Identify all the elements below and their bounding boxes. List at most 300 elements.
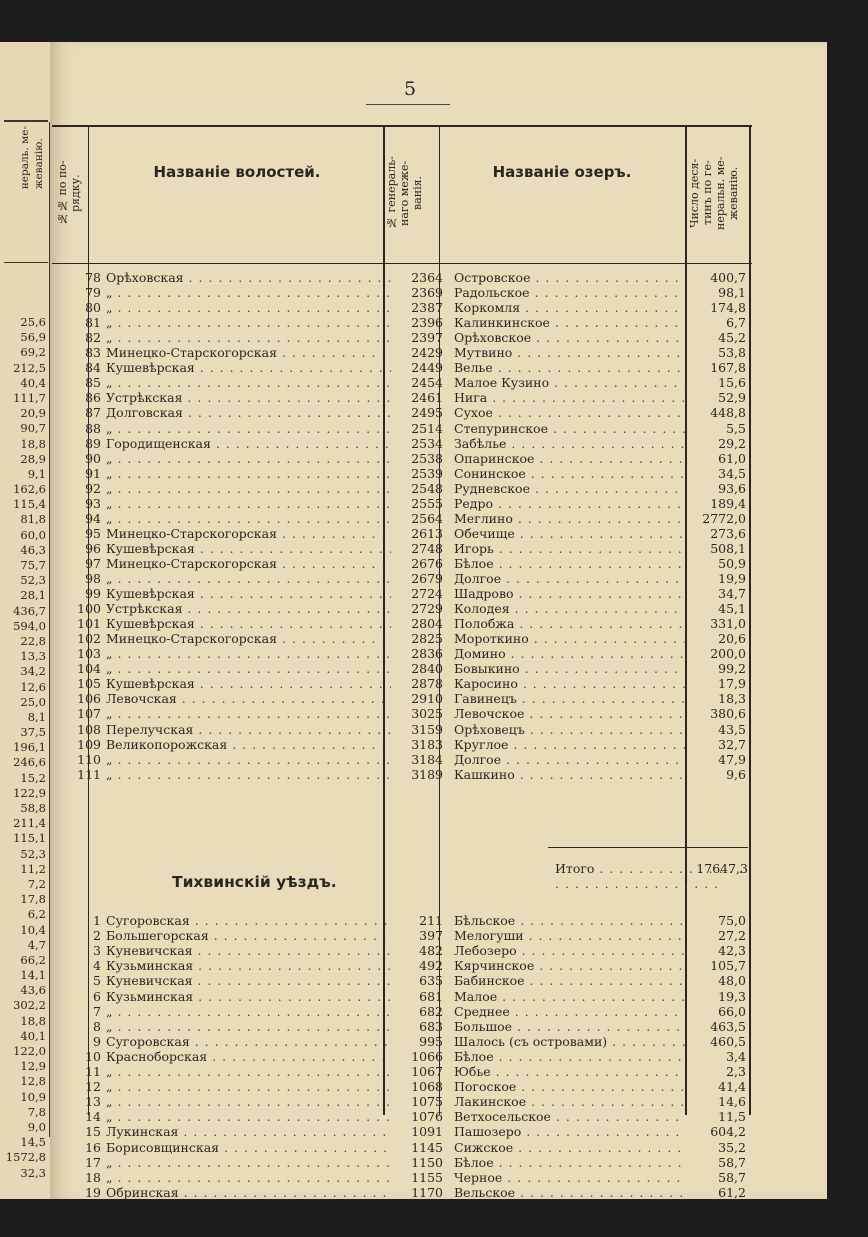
previous-page-value: 8,1 — [27, 709, 46, 724]
general-survey-number: 482 — [419, 943, 443, 959]
lake-area: 98,1 — [718, 285, 746, 301]
general-survey-number: 2449 — [411, 360, 443, 376]
volost-name: „ . . . — [106, 496, 391, 511]
volost-name: Устрѣкская . . . — [106, 390, 391, 405]
document-page — [50, 42, 827, 1199]
general-survey-number: 211 — [419, 913, 443, 928]
row-number: 108 — [77, 721, 101, 737]
table-row — [52, 511, 752, 526]
table-row — [52, 722, 752, 737]
row-number: 82 — [85, 330, 101, 346]
previous-page-value: 20,9 — [20, 406, 46, 421]
lake-name: Игорь . . . — [454, 541, 686, 556]
volost-name: Кушевѣрская . . . — [106, 586, 391, 601]
volost-name: Левочская . . . — [106, 691, 391, 706]
table-row — [52, 767, 752, 782]
lake-name: Радольское . . . — [454, 285, 686, 300]
previous-page-value: 25,6 — [20, 315, 46, 329]
previous-page-value: 40,4 — [20, 375, 46, 390]
table-row — [52, 1094, 752, 1109]
lake-area: 105,7 — [710, 958, 746, 974]
lake-name: Орѣховское . . . — [454, 330, 686, 345]
lake-name: Пашозеро . . . — [454, 1124, 686, 1139]
row-number: 10 — [85, 1048, 101, 1064]
general-survey-number: 2840 — [411, 661, 443, 677]
row-number: 9 — [93, 1033, 101, 1049]
general-survey-number: 2729 — [411, 601, 443, 617]
lake-area: 189,4 — [710, 495, 746, 511]
previous-page-value: 162,6 — [13, 482, 46, 497]
row-number: 107 — [77, 706, 101, 722]
previous-page-value: 60,0 — [20, 527, 46, 542]
lake-area: 273,6 — [710, 525, 746, 541]
general-survey-number: 2748 — [411, 540, 443, 556]
general-survey-number: 2387 — [411, 300, 443, 316]
volost-name: „ . . . — [106, 1109, 391, 1124]
previous-page-value: 12,6 — [20, 679, 46, 694]
previous-page-header-text: нераль. ме- жеванію. — [19, 126, 45, 190]
lake-name: Сонинское . . . — [454, 466, 686, 481]
table-row — [52, 913, 752, 928]
previous-page-value: 52,3 — [20, 573, 46, 588]
row-number: 104 — [77, 661, 101, 677]
general-survey-number: 2514 — [411, 420, 443, 436]
volost-name: Долговская . . . — [106, 405, 391, 420]
lake-name: Погоское . . . — [454, 1079, 686, 1094]
lake-name: Полобжа . . . — [454, 616, 686, 631]
previous-page-values — [0, 315, 46, 1181]
row-number: 101 — [77, 616, 101, 632]
previous-page-value: 115,1 — [13, 831, 46, 846]
table-row — [52, 691, 752, 706]
lake-name: Бѣлое . . . — [454, 556, 686, 571]
previous-page-value: 12,8 — [20, 1074, 46, 1089]
row-number: 4 — [93, 958, 101, 974]
general-survey-number: 683 — [419, 1018, 443, 1034]
table-row — [52, 1185, 752, 1200]
table-row — [52, 943, 752, 958]
volost-name: „ . . . — [106, 1094, 391, 1109]
lake-area: 2,3 — [726, 1064, 746, 1079]
previous-page-value: 32,3 — [20, 1165, 46, 1180]
page-number: 5 — [403, 78, 417, 100]
previous-page-value: 22,8 — [20, 633, 46, 648]
volost-name: Кушевѣрская . . . — [106, 616, 391, 631]
lake-area: 61,2 — [718, 1184, 746, 1200]
volost-name: „ . . . — [106, 646, 391, 661]
general-survey-number: 2397 — [411, 330, 443, 346]
general-survey-number: 2555 — [411, 495, 443, 511]
lake-name: Калинкинское . . . — [454, 315, 686, 330]
volost-name: „ . . . — [106, 285, 391, 300]
volost-name: Большегорская . . . — [106, 928, 391, 943]
table-row — [52, 300, 752, 315]
general-survey-number: 1091 — [411, 1124, 443, 1140]
table-row — [52, 706, 752, 721]
previous-page-value: 212,5 — [13, 360, 46, 375]
lake-area: 20,6 — [718, 631, 746, 647]
row-number: 93 — [85, 495, 101, 511]
general-survey-number: 2429 — [411, 345, 443, 361]
lake-name: Шадрово . . . — [454, 586, 686, 601]
lake-area: 508,1 — [710, 540, 746, 556]
general-survey-number: 635 — [419, 973, 443, 989]
table-row — [52, 1004, 752, 1019]
row-number: 83 — [85, 345, 101, 361]
lake-area: 52,9 — [718, 390, 746, 406]
lake-area: 3,4 — [726, 1048, 746, 1064]
volost-name: „ . . . — [106, 1155, 391, 1170]
table-row — [52, 375, 752, 390]
row-number: 97 — [85, 555, 101, 571]
previous-page-value: 10,9 — [20, 1089, 46, 1104]
lake-area: 2772,0 — [702, 510, 746, 526]
lake-name: Юбье . . . — [454, 1064, 686, 1079]
lakes-table — [52, 125, 752, 1200]
lake-area: 48,0 — [718, 973, 746, 989]
table-row — [52, 345, 752, 360]
lake-name: Рудневское . . . — [454, 481, 686, 496]
row-number: 78 — [85, 270, 101, 285]
volost-name: Кушевѣрская . . . — [106, 676, 391, 691]
lake-area: 9,6 — [726, 766, 746, 782]
general-survey-number: 2804 — [411, 616, 443, 632]
volost-name: Борисовщинская . . . — [106, 1140, 391, 1155]
general-survey-number: 2878 — [411, 676, 443, 692]
general-survey-number: 1066 — [411, 1048, 443, 1064]
row-number: 13 — [85, 1094, 101, 1110]
lake-area: 58,7 — [718, 1154, 746, 1170]
table-row — [52, 737, 752, 752]
table-row — [52, 1079, 752, 1094]
general-survey-number: 3025 — [411, 706, 443, 722]
previous-page-value: 43,6 — [20, 983, 46, 998]
lake-name: Обечище . . . — [454, 526, 686, 541]
general-survey-number: 1170 — [411, 1184, 443, 1200]
row-number: 109 — [77, 736, 101, 752]
header-area: Число деся- тинъ по ге- неральн. ме- жеванію. — [688, 156, 740, 230]
lake-area: 19,3 — [718, 988, 746, 1004]
volost-name: „ . . . — [106, 466, 391, 481]
lake-area: 380,6 — [710, 706, 746, 722]
lake-area: 47,9 — [718, 751, 746, 767]
previous-page-value: 9,1 — [27, 466, 46, 481]
general-survey-number: 2396 — [411, 315, 443, 331]
general-survey-number: 2364 — [411, 270, 443, 285]
general-survey-number: 3189 — [411, 766, 443, 782]
volost-name: „ . . . — [106, 661, 391, 676]
lake-area: 45,2 — [718, 330, 746, 346]
volost-name: „ . . . — [106, 375, 391, 390]
row-number: 8 — [93, 1018, 101, 1034]
table-row — [52, 1019, 752, 1034]
lake-area: 463,5 — [710, 1018, 746, 1034]
general-survey-number: 1145 — [411, 1139, 443, 1155]
volost-name: Великопорожская . . . — [106, 737, 391, 752]
lake-name: Левочское . . . — [454, 706, 686, 721]
previous-page-value: 7,8 — [27, 1104, 46, 1119]
volost-name: Лукинская . . . — [106, 1124, 391, 1139]
lake-name: Мелогуши . . . — [454, 928, 686, 943]
table-row — [52, 631, 752, 646]
lake-name: Коркомля . . . — [454, 300, 686, 315]
row-number: 79 — [85, 285, 101, 301]
row-number: 110 — [77, 751, 101, 767]
row-number: 92 — [85, 480, 101, 496]
volost-name: Сугоровская . . . — [106, 913, 391, 928]
lake-name: Орѣховецъ . . . — [454, 722, 686, 737]
lake-area: 75,0 — [718, 913, 746, 928]
lake-name: Мороткино . . . — [454, 631, 686, 646]
lake-name: Среднее . . . — [454, 1004, 686, 1019]
lake-name: Кярчинское . . . — [454, 958, 686, 973]
lake-area: 19,9 — [718, 571, 746, 586]
previous-page-value: 25,0 — [20, 694, 46, 709]
header-number: №№ по по- рядку. — [56, 160, 82, 226]
row-number: 84 — [85, 360, 101, 376]
volost-name: Обринская . . . — [106, 1185, 391, 1200]
header-bottom-rule — [52, 263, 752, 264]
row-number: 87 — [85, 405, 101, 421]
previous-page-value: 75,7 — [20, 558, 46, 572]
general-survey-number: 2454 — [411, 375, 443, 391]
previous-page-value: 111,7 — [13, 390, 46, 405]
previous-page-value: 52,3 — [20, 846, 46, 861]
previous-page-value: 28,1 — [20, 588, 46, 603]
lake-name: Меглино . . . — [454, 511, 686, 526]
lake-area: 400,7 — [710, 270, 746, 285]
previous-page-value: 56,9 — [20, 330, 46, 345]
district-title: Тихвинскій уѣздъ. — [172, 873, 337, 891]
table-top-rule — [52, 125, 752, 127]
previous-page-value: 10,4 — [20, 922, 46, 937]
volost-name: „ . . . — [106, 451, 391, 466]
lake-name: Долгое . . . — [454, 752, 686, 767]
header-general-survey: № генераль- наго меже- ванія. — [385, 156, 424, 230]
volost-name: Устрѣкская . . . — [106, 601, 391, 616]
general-survey-number: 3183 — [411, 736, 443, 752]
table-row — [52, 973, 752, 988]
general-survey-number: 492 — [419, 958, 443, 974]
lake-area: 58,7 — [718, 1169, 746, 1185]
volost-name: Куневичская . . . — [106, 943, 391, 958]
table-row — [52, 466, 752, 481]
lake-area: 50,9 — [718, 555, 746, 571]
lake-area: 174,8 — [710, 300, 746, 316]
lake-area: 448,8 — [710, 405, 746, 421]
lake-area: 41,4 — [718, 1079, 746, 1095]
table-row — [52, 481, 752, 496]
table-row — [52, 616, 752, 631]
table-row — [52, 989, 752, 1004]
table-row — [52, 1049, 752, 1064]
volost-name: Куневичская . . . — [106, 973, 391, 988]
lake-name: Мутвино . . . — [454, 345, 686, 360]
header-volost: Названіе волостей. — [153, 163, 321, 181]
previous-page-value: 37,5 — [20, 725, 46, 740]
general-survey-number: 2613 — [411, 525, 443, 541]
table-row — [52, 451, 752, 466]
previous-page-value: 18,8 — [20, 1013, 46, 1028]
previous-page-value: 436,7 — [13, 603, 46, 618]
row-number: 19 — [85, 1184, 101, 1200]
volost-name: „ . . . — [106, 571, 391, 586]
volost-name: „ . . . — [106, 300, 391, 315]
general-survey-number: 3159 — [411, 721, 443, 737]
lake-name: Бѣлое . . . — [454, 1049, 686, 1064]
table-row — [52, 601, 752, 616]
previous-page-value: 11,2 — [20, 861, 46, 876]
row-number: 94 — [85, 510, 101, 526]
general-survey-number: 2461 — [411, 390, 443, 406]
previous-page-value: 14,5 — [20, 1135, 46, 1150]
lake-name: Бовыкино . . . — [454, 661, 686, 676]
lake-name: Большое . . . — [454, 1019, 686, 1034]
general-survey-number: 1075 — [411, 1094, 443, 1110]
previous-page-value: 115,4 — [13, 497, 46, 512]
previous-page-value: 122,9 — [13, 785, 46, 800]
lake-area: 93,6 — [718, 480, 746, 496]
volost-name: Кузьминская . . . — [106, 958, 391, 973]
row-number: 1 — [93, 913, 101, 928]
row-number: 111 — [77, 766, 101, 782]
row-number: 99 — [85, 586, 101, 602]
general-survey-number: 3184 — [411, 751, 443, 767]
lake-name: Малое Кузино . . . — [454, 375, 686, 390]
volost-name: Городищенская . . . — [106, 436, 391, 451]
row-number: 103 — [77, 646, 101, 662]
lake-area: 6,7 — [726, 315, 746, 331]
previous-page-value: 14,1 — [20, 968, 46, 983]
lake-name: Сухое . . . — [454, 405, 686, 420]
row-number: 91 — [85, 465, 101, 481]
table-row — [52, 270, 752, 285]
volost-name: Кушевѣрская . . . — [106, 360, 391, 375]
lake-name: Колодея . . . — [454, 601, 686, 616]
table-row — [52, 496, 752, 511]
lake-area: 14,6 — [718, 1094, 746, 1110]
volost-name: Сугоровская . . . — [106, 1034, 391, 1049]
row-number: 102 — [77, 631, 101, 647]
volost-name: „ . . . — [106, 511, 391, 526]
row-number: 5 — [93, 973, 101, 989]
lake-name: Гавинецъ . . . — [454, 691, 686, 706]
previous-page-header — [4, 120, 48, 263]
table-row — [52, 571, 752, 586]
general-survey-number: 2495 — [411, 405, 443, 421]
table-row — [52, 1140, 752, 1155]
general-survey-number: 682 — [419, 1003, 443, 1019]
previous-page-value: 81,8 — [20, 512, 46, 527]
row-number: 95 — [85, 525, 101, 541]
previous-page-value: 211,4 — [13, 816, 46, 831]
lake-area: 18,3 — [718, 691, 746, 707]
lake-name: Нига . . . — [454, 390, 686, 405]
lake-area: 35,2 — [718, 1139, 746, 1155]
previous-page-value: 6,2 — [27, 907, 46, 922]
row-number: 100 — [77, 601, 101, 617]
lake-name: Шалось (съ островами) . . . — [454, 1034, 686, 1049]
row-number: 7 — [93, 1003, 101, 1019]
total-rule — [548, 847, 748, 848]
volost-name: „ . . . — [106, 767, 391, 782]
lake-name: Бѣльское . . . — [454, 913, 686, 928]
volost-name: „ . . . — [106, 1079, 391, 1094]
previous-page-value: 40,1 — [20, 1028, 46, 1043]
table-row — [52, 390, 752, 405]
general-survey-number: 681 — [419, 988, 443, 1004]
row-number: 90 — [85, 450, 101, 466]
previous-page-value: 7,2 — [27, 876, 46, 891]
previous-page-edge — [0, 42, 52, 1199]
page-number-rule — [366, 104, 450, 105]
previous-page-value: 122,0 — [13, 1044, 46, 1058]
previous-page-value: 18,8 — [20, 436, 46, 451]
row-number: 105 — [77, 676, 101, 692]
lake-area: 11,5 — [718, 1109, 746, 1125]
volost-name: Перелучская . . . — [106, 722, 391, 737]
row-number: 89 — [85, 435, 101, 451]
volost-name: „ . . . — [106, 421, 391, 436]
table-row — [52, 958, 752, 973]
general-survey-number: 2369 — [411, 285, 443, 301]
previous-page-value: 15,2 — [20, 770, 46, 785]
previous-page-value: 58,8 — [20, 801, 46, 815]
table-row — [52, 541, 752, 556]
lake-area: 32,7 — [718, 736, 746, 752]
table-row — [52, 676, 752, 691]
lake-name: Лебозеро . . . — [454, 943, 686, 958]
lake-area: 27,2 — [718, 928, 746, 944]
lake-area: 167,8 — [710, 360, 746, 376]
volost-name: „ . . . — [106, 1019, 391, 1034]
lake-name: Черное . . . — [454, 1170, 686, 1185]
lake-name: Забѣлье . . . — [454, 436, 686, 451]
table-row — [52, 556, 752, 571]
table-row — [52, 360, 752, 375]
table-row — [52, 1034, 752, 1049]
general-survey-number: 1150 — [411, 1154, 443, 1170]
previous-page-value: 46,3 — [20, 542, 46, 557]
row-number: 17 — [85, 1154, 101, 1170]
volost-name: Минецко-Старскогорская . . . — [106, 345, 391, 360]
lake-name: Лакинское . . . — [454, 1094, 686, 1109]
volost-name: „ . . . — [106, 1170, 391, 1185]
lake-area: 604,2 — [710, 1124, 746, 1140]
volost-name: „ . . . — [106, 706, 391, 721]
volost-name: Минецко-Старскогорская . . . — [106, 631, 391, 646]
row-number: 16 — [85, 1139, 101, 1155]
row-number: 85 — [85, 375, 101, 391]
general-survey-number: 2825 — [411, 631, 443, 647]
lake-area: 331,0 — [710, 616, 746, 632]
lake-area: 34,5 — [718, 465, 746, 481]
lake-area: 15,6 — [718, 375, 746, 391]
table-row — [52, 315, 752, 330]
general-survey-number: 2910 — [411, 691, 443, 707]
table-row — [52, 661, 752, 676]
general-survey-number: 2548 — [411, 480, 443, 496]
previous-page-value: 69,2 — [20, 345, 46, 360]
lake-name: Опаринское . . . — [454, 451, 686, 466]
general-survey-number: 2679 — [411, 571, 443, 586]
row-number: 15 — [85, 1124, 101, 1140]
volost-name: „ . . . — [106, 1004, 391, 1019]
previous-page-value: 9,0 — [27, 1119, 46, 1134]
lake-name: Островское . . . — [454, 270, 686, 285]
table-row — [52, 1170, 752, 1185]
lake-name: Бабинское . . . — [454, 973, 686, 988]
